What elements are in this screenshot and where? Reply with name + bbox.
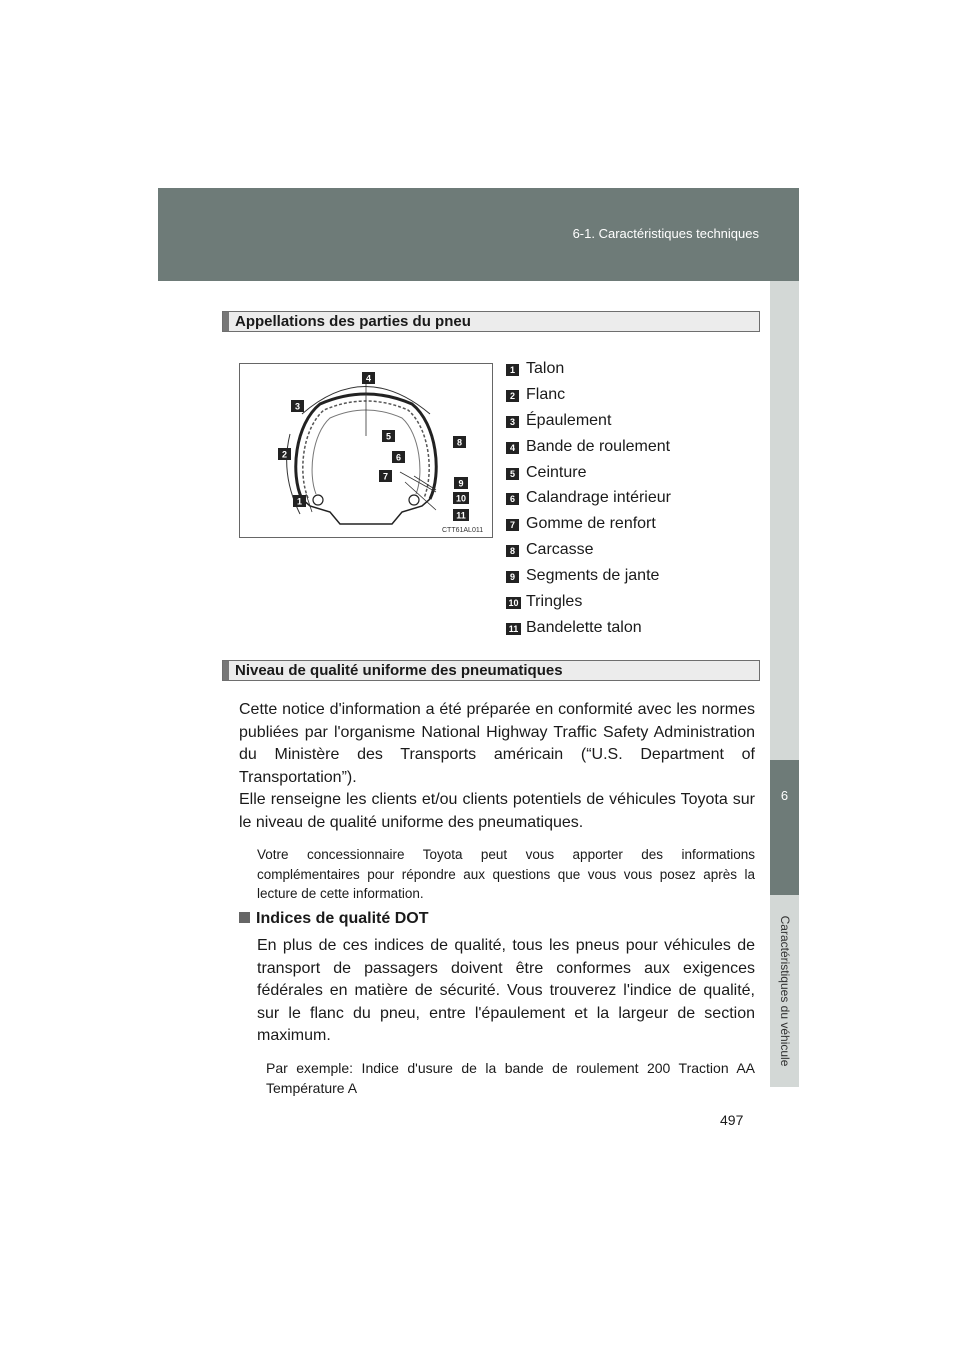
legend-item: 11 Bandelette talon [506,617,671,643]
legend-item: 1 Talon [506,358,671,384]
tire-diagram [239,363,493,538]
paragraph-dot: En plus de ces indices de qualité, tous les pneus pour véhicules de transport de passagers doivent être conformes aux exigences fédérales en matière de sécurité. Vous trouverez l'indice de qualité, sur le flanc du pneu, entre l'épaulement et la largeur de section maximum. [257,937,755,1044]
svg-text:6: 6 [395,452,402,463]
legend-item: 4 Bande de roulement [506,436,671,462]
chapter-tab [770,760,799,895]
svg-text:9: 9 [458,478,464,489]
svg-text:8: 8 [456,437,463,448]
svg-text:7: 7 [382,471,389,482]
svg-text:10: 10 [455,493,467,504]
chapter-title-text: Caractéristiques du véhicule [777,915,792,1067]
legend-item: 2 Flanc [506,384,671,410]
section-heading-text: Niveau de qualité uniforme des pneumatiques [235,662,563,679]
section-heading-quality [222,660,760,681]
chapter-number: 6 [780,788,789,803]
svg-text:11: 11 [456,510,466,521]
dealer-note: Votre concessionnaire Toyota peut vous apporter des informations complémentaires pour répondre aux questions que vous vous posez après la lecture de cette information. [257,847,755,901]
tire-cross-section-illustration [240,364,492,537]
legend-item: 7 Gomme de renfort [506,513,671,539]
tire-parts-legend [506,358,671,643]
bullet-square-icon [239,912,250,923]
section-title: 6-1. Caractéristiques techniques [572,226,759,241]
legend-item: 6 Calandrage intérieur [506,487,671,513]
header-band [158,188,799,281]
svg-text:5: 5 [385,431,392,442]
paragraph-intro: Cette notice d'information a été préparée en conformité avec les normes publiées par l'organisme National Highway Traffic Safety Administration du Ministère des Transports américain (“U.S. Department of Transportation”). [239,701,755,786]
figure-code: CTT61AL011 [442,527,484,534]
legend-item: 8 Carcasse [506,539,671,565]
page-number: 497 [720,1112,744,1128]
svg-text:1: 1 [296,496,303,507]
example-text: Par exemple: Indice d'usure de la bande de roulement 200 Traction AA Température A [266,1060,755,1096]
svg-text:2: 2 [281,449,288,460]
legend-item: 9 Segments de jante [506,565,671,591]
paragraph-customers: Elle renseigne les clients et/ou clients potentiels de véhicules Toyota sur le niveau de qualité uniforme des pneumatiques. [239,791,755,831]
svg-text:3: 3 [294,401,301,412]
legend-item: 10 Tringles [506,591,671,617]
section-heading-text: Appellations des parties du pneu [235,313,471,330]
chapter-title [770,895,799,1087]
legend-item: 5 Ceinture [506,462,671,488]
section-heading-tire-parts [222,311,760,332]
legend-item: 3 Épaulement [506,410,671,436]
sub-heading-dot: Indices de qualité DOT [239,910,428,928]
svg-text:4: 4 [365,373,372,384]
